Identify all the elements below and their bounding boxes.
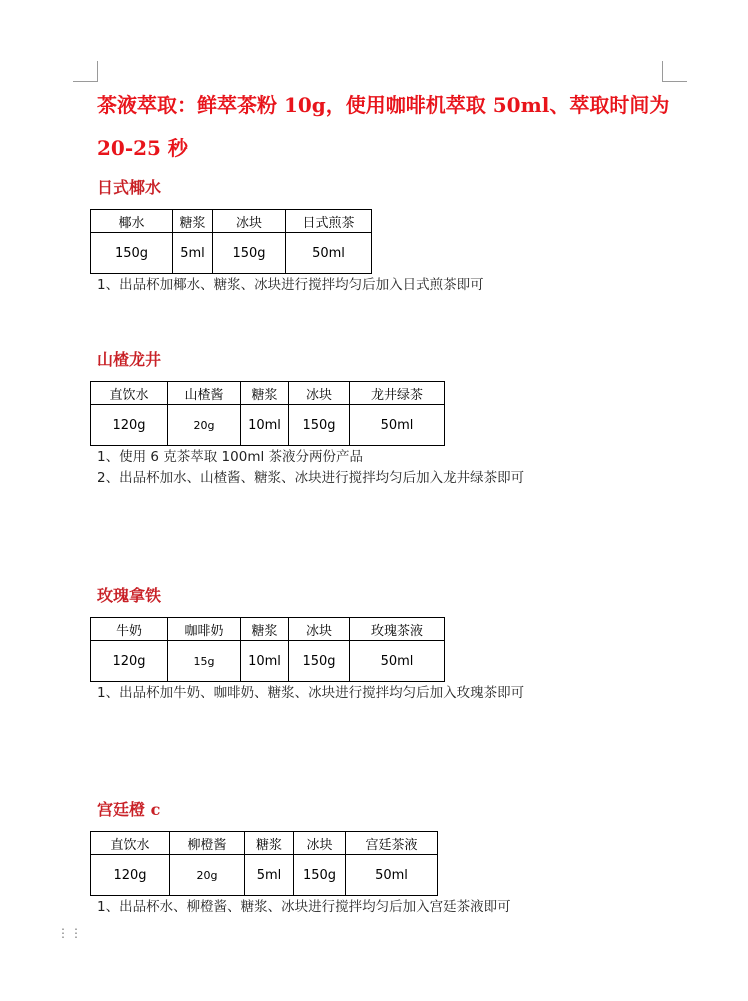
recipe-table-3 [90,617,445,682]
table-value-cell: 15g [168,641,241,682]
table-header-cell: 咖啡奶 [168,618,241,641]
table-header-cell: 山楂酱 [168,382,241,405]
table-value-cell: 10ml [241,641,289,682]
table-value-cell: 120g [91,405,168,446]
table-value-cell: 50ml [286,233,372,274]
table-value-cell: 150g [213,233,286,274]
table-header-cell: 冰块 [289,382,350,405]
recipe-table-2 [90,381,445,446]
table-header-cell: 冰块 [294,832,346,855]
table-value-cell: 120g [91,855,170,896]
table-header-cell: 糖浆 [245,832,294,855]
document-title: 茶液萃取：鲜萃茶粉 10g，使用咖啡机萃取 50ml、萃取时间为 20-25 秒 [97,93,670,160]
table-value-cell: 5ml [245,855,294,896]
table-header-cell: 冰块 [289,618,350,641]
section-title-1: 日式椰水 [97,178,162,197]
table-value-cell: 150g [294,855,346,896]
table-value-cell: 150g [289,641,350,682]
recipe-note: 1、出品杯加牛奶、咖啡奶、糖浆、冰块进行搅拌均匀后加入玫瑰茶即可 [97,685,525,701]
table-header-cell: 糖浆 [241,618,289,641]
table-value-cell: 50ml [350,641,445,682]
crop-mark-top-right [662,61,687,82]
table-value-cell: 50ml [350,405,445,446]
table-value-cell: 10ml [241,405,289,446]
table-value-cell: 20g [170,855,245,896]
section-title-4: 宫廷橙 c [97,800,161,819]
table-header-cell: 柳橙酱 [170,832,245,855]
table-value-cell: 150g [91,233,173,274]
table-header-cell: 椰水 [91,210,173,233]
table-value-cell: 120g [91,641,168,682]
recipe-note: 1、出品杯水、柳橙酱、糖浆、冰块进行搅拌均匀后加入宫廷茶液即可 [97,899,511,915]
table-value-cell: 50ml [346,855,438,896]
table-header-cell: 直饮水 [91,832,170,855]
table-header-cell: 日式煎茶 [286,210,372,233]
table-header-cell: 冰块 [213,210,286,233]
table-header-cell: 糖浆 [241,382,289,405]
table-header-cell: 直饮水 [91,382,168,405]
table-value-cell: 20g [168,405,241,446]
table-header-cell: 龙井绿茶 [350,382,445,405]
recipe-note: 1、出品杯加椰水、糖浆、冰块进行搅拌均匀后加入日式煎茶即可 [97,277,484,293]
section-title-2: 山楂龙井 [97,350,162,369]
crop-mark-top-left [73,61,98,82]
section-title-3: 玫瑰拿铁 [97,586,162,605]
recipe-note: 2、出品杯加水、山楂酱、糖浆、冰块进行搅拌均匀后加入龙井绿茶即可 [97,470,525,486]
recipe-note: 1、使用 6 克茶萃取 100ml 茶液分两份产品 [97,449,364,465]
recipe-table-4 [90,831,438,896]
recipe-table-1 [90,209,372,274]
table-header-cell: 宫廷茶液 [346,832,438,855]
table-move-handle-icon[interactable]: ⋮⋮ [57,926,83,940]
table-header-cell: 糖浆 [173,210,213,233]
table-header-cell: 玫瑰茶液 [350,618,445,641]
table-value-cell: 150g [289,405,350,446]
table-value-cell: 5ml [173,233,213,274]
table-header-cell: 牛奶 [91,618,168,641]
